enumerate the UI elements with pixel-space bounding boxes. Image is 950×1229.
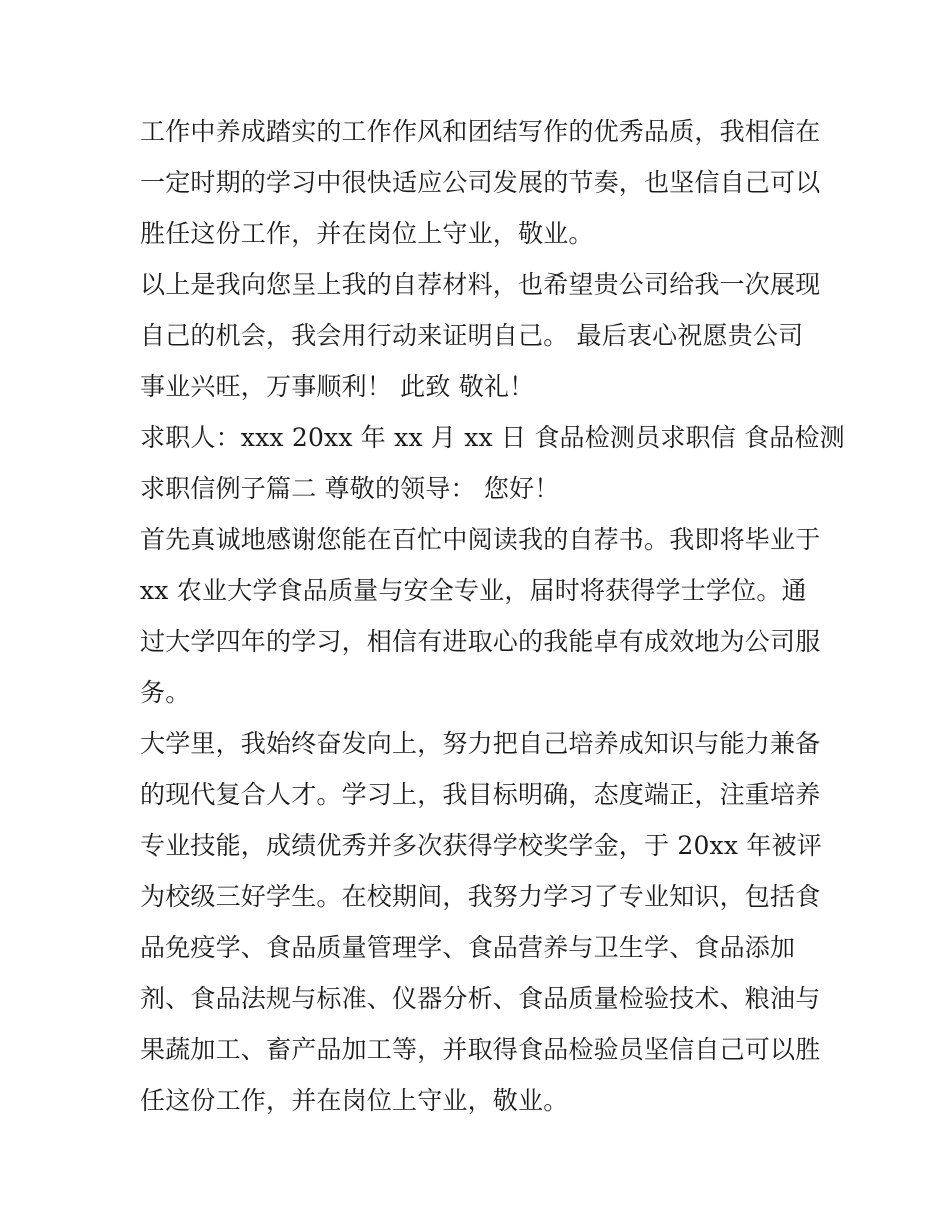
text-line: 的现代复合人才。学习上，我目标明确，态度端正，注重培养	[140, 780, 821, 809]
text-line: 品免疫学、食品质量管理学、食品营养与卫生学、食品添加	[140, 933, 796, 962]
text-line: xx 农业大学食品质量与安全专业，届时将获得学士学位。通	[140, 576, 807, 605]
text-line: 任这份工作，并在岗位上守业，敬业。	[140, 1086, 569, 1115]
text-line: 为校级三好学生。在校期间，我努力学习了专业知识，包括食	[140, 882, 821, 911]
text-line: 大学里，我始终奋发向上，努力把自己培养成知识与能力兼备	[140, 729, 821, 758]
text-line: 自己的机会，我会用行动来证明自己。 最后衷心祝愿贵公司	[140, 321, 804, 350]
text-line: 专业技能，成绩优秀并多次获得学校奖学金，于 20xx 年被评	[140, 831, 822, 860]
text-line: 胜任这份工作，并在岗位上守业，敬业。	[140, 219, 594, 248]
text-line: 剂、食品法规与标准、仪器分析、食品质量检验技术、粮油与	[140, 984, 821, 1013]
text-line: 过大学四年的学习，相信有进取心的我能卓有成效地为公司服	[140, 627, 821, 656]
text-line: 务。	[140, 678, 191, 707]
text-line: 工作中养成踏实的工作作风和团结写作的优秀品质，我相信在	[140, 117, 821, 146]
text-line: 事业兴旺，万事顺利！ 此致 敬礼！	[140, 372, 535, 401]
text-line: 首先真诚地感谢您能在百忙中阅读我的自荐书。我即将毕业于	[140, 525, 821, 554]
document-body	[140, 106, 845, 1126]
text-line: 一定时期的学习中很快适应公司发展的节奏，也坚信自己可以	[140, 168, 821, 197]
text-line: 以上是我向您呈上我的自荐材料，也希望贵公司给我一次展现	[140, 270, 821, 299]
text-line: 求职人：xxx 20xx 年 xx 月 xx 日 食品检测员求职信 食品检测	[140, 423, 845, 452]
text-line: 果蔬加工、畜产品加工等，并取得食品检验员坚信自己可以胜	[140, 1035, 821, 1064]
text-line: 求职信例子篇二 尊敬的领导： 您好！	[140, 474, 560, 503]
